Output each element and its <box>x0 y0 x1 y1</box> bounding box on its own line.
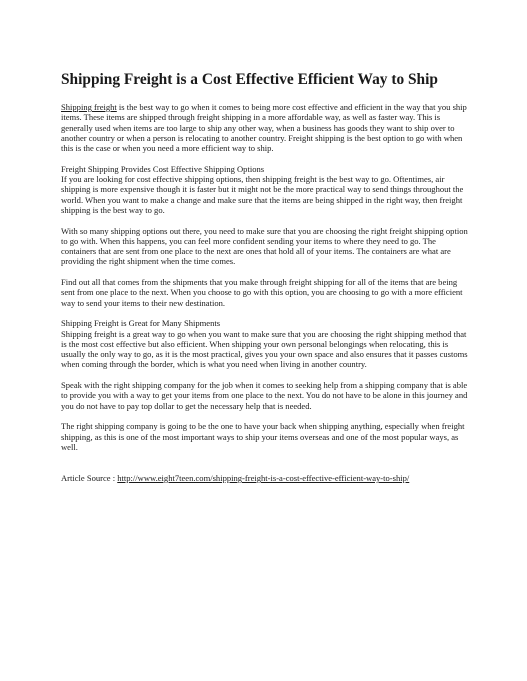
section-body-freight-options: If you are looking for cost effective shipping options, then shipping freight is the best way to go. Oftentimes, air shipping is more expensive though it is faster but it might not be the more practical way to send things throughout the world. When you want to make a change and make sure that the items are being shipped in the right way, then freight shipping is the best way to go. <box>61 174 464 215</box>
intro-paragraph-text: is the best way to go when it comes to being more cost effective and efficient in the way that you ship items. These items are shipped through freight shipping in a more affordable way, as well as faster way. This is generally used when items are too large to ship any other way, when a business has goods they want to ship over to another country or when a person is relocating to another country. Freight shipping is the best option to go with when this is the case or when you need a more efficient way to ship. <box>61 102 467 154</box>
paragraph-shipping-company: Speak with the right shipping company for the job when it comes to seeking help from a shipping company that is able to provide you with a way to get your items from one place to the next. You do not have to be alone in this journey and you do not have to pay top dollar to get the necessary help that is needed. <box>61 380 468 411</box>
paragraph-shipping-options: With so many shipping options out there, you need to make sure that you are choosing the right freight shipping option to go with. When this happens, you can feel more confident sending your items to where they need to go. The containers that are sent from one place to the next are ones that hold all of your items. The containers are what are providing the right shipment when the time comes. <box>61 225 468 267</box>
section-heading-many-shipments: Shipping Freight is Great for Many Shipments <box>61 318 221 329</box>
shipping-freight-link[interactable]: Shipping freight <box>61 102 117 112</box>
document-title: Shipping Freight is a Cost Effective Efficient Way to Ship <box>61 71 438 88</box>
article-source-link[interactable]: http://www.eight7teen.com/shipping-freight-is-a-cost-effective-efficient-way-to-ship/ <box>117 473 410 484</box>
document-page <box>61 70 471 483</box>
section-freight-options <box>61 164 471 215</box>
paragraph-right-company: The right shipping company is going to be the one to have your back when shipping anything, especially when freight shipping, as this is one of the most important ways to ship your items overseas and one of the most popular ways, as well. <box>61 421 465 452</box>
intro-paragraph <box>61 102 471 153</box>
section-many-shipments <box>61 318 471 369</box>
section-body-many-shipments: Shipping freight is a great way to go when you want to make sure that you are choosing the right shipping method that is the most cost effective but also efficient. When shipping your own personal belongings when relocating, this is usually the only way to go, as it is the most practical, gives you your own space and also ensures that it passes customs when coming through the border, which is what you need when living in another country. <box>61 328 468 370</box>
article-source <box>61 473 471 483</box>
article-source-label: Article Source : <box>61 473 118 484</box>
section-heading-freight-options: Freight Shipping Provides Cost Effective Shipping Options <box>61 163 265 174</box>
paragraph-find-out: Find out all that comes from the shipments that you make through freight shipping for all of the items that are being sent from one place to the next. When you choose to go with this option, you are choosing to go with a more efficient way to send your items to their new destination. <box>61 277 463 308</box>
